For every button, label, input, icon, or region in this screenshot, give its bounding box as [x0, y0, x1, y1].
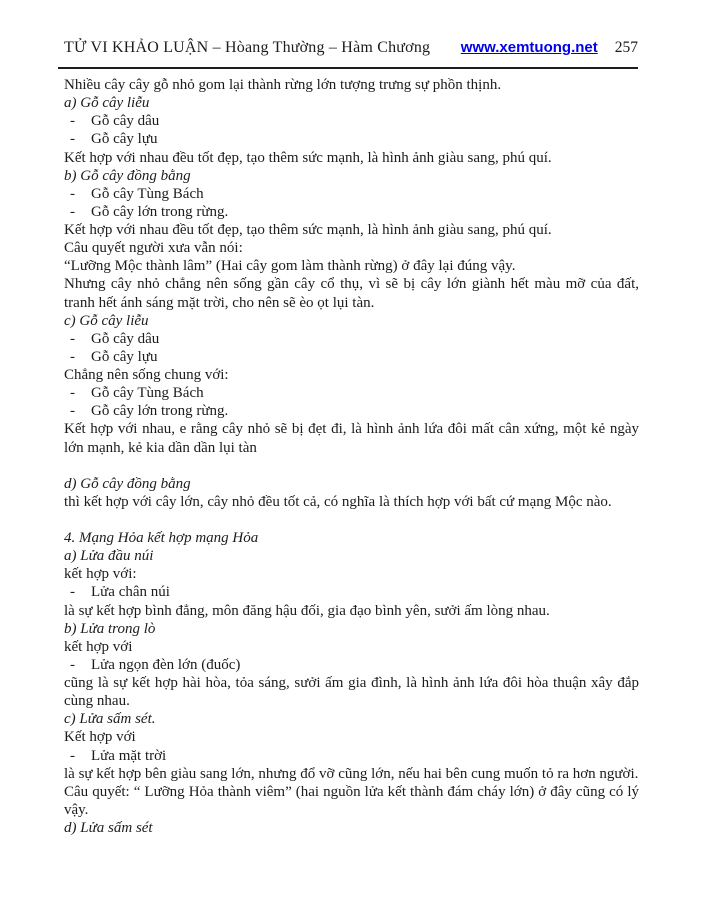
bullet-text: Lửa ngọn đèn lớn (đuốc) — [91, 656, 241, 673]
bullet-marker: - — [70, 584, 75, 601]
book-title: TỬ VI KHẢO LUẬN – Hòang Thường – Hàm Chương — [64, 39, 431, 56]
paragraph: cũng là sự kết hợp hài hòa, tỏa sáng, sưởi ấm gia đình, là hình ảnh lứa đôi hòa thuận xây đắp cùng nhau. — [64, 675, 639, 710]
bullet-text: Gỗ cây lựu — [91, 131, 158, 148]
bullet-item — [64, 348, 639, 366]
section-heading: c) Gỗ cây liễu — [64, 312, 149, 329]
bullet-item — [64, 583, 639, 601]
bullet-text: Lửa chân núi — [91, 584, 170, 601]
paragraph: Chẳng nên sống chung với: — [64, 367, 229, 383]
page-header — [64, 39, 638, 57]
bullet-item — [64, 402, 639, 420]
bullet-item — [64, 747, 639, 765]
bullet-text: Gỗ cây lớn trong rừng. — [91, 203, 229, 220]
bullet-marker: - — [70, 203, 75, 220]
section-heading: a) Gỗ cây liễu — [64, 95, 150, 112]
paragraph: kết hợp với: — [64, 566, 137, 583]
website-link[interactable]: www.xemtuong.net — [460, 39, 598, 56]
bullet-marker: - — [70, 747, 75, 764]
bullet-text: Gỗ cây Tùng Bách — [91, 385, 204, 402]
bullet-marker: - — [70, 113, 75, 130]
bullet-marker: - — [70, 348, 75, 365]
paragraph: Kết hợp với nhau đều tốt đẹp, tạo thêm sức mạnh, là hình ảnh giàu sang, phú quí. — [64, 149, 552, 166]
bullet-item — [64, 384, 639, 402]
section-heading: c) Lửa sấm sét. — [64, 711, 156, 728]
bullet-marker: - — [70, 656, 75, 673]
bullet-text: Gỗ cây lựu — [91, 348, 158, 365]
bullet-text: Gỗ cây dâu — [91, 113, 160, 130]
paragraph: Kết hợp với nhau đều tốt đẹp, tạo thêm sức mạnh, là hình ảnh giàu sang, phú quí. — [64, 222, 552, 238]
bullet-marker: - — [70, 131, 75, 148]
bullet-marker: - — [70, 185, 75, 202]
section-heading: d) Gỗ cây đồng bằng — [64, 475, 191, 492]
blank-line — [64, 511, 639, 529]
bullet-marker: - — [70, 403, 75, 420]
bullet-item — [64, 656, 639, 674]
section-heading: a) Lửa đầu núi — [64, 548, 154, 565]
bullet-text: Gỗ cây dâu — [91, 330, 160, 347]
page-number: 257 — [614, 39, 638, 56]
section-heading: 4. Mạng Hỏa kết hợp mạng Hỏa — [64, 530, 259, 547]
paragraph: Nhưng cây nhỏ chẳng nên sống gần cây cổ thụ, vì sẽ bị cây lớn giành hết màu mỡ của đất, tranh hết ánh sáng mặt trời, cho nên sẽ èo ọt lụi tàn. — [64, 276, 639, 311]
bullet-item — [64, 130, 639, 148]
paragraph: Câu quyết người xưa vẫn nói: — [64, 240, 243, 257]
bullet-item — [64, 185, 639, 203]
paragraph: Câu quyết: “ Lưỡng Hỏa thành viêm” (hai nguồn lửa kết thành đám cháy lớn) ở đây cũng có lý vậy. — [64, 783, 639, 818]
paragraph: là sự kết hợp bình đẳng, môn đăng hậu đối, gia đạo bình yên, sưởi ấm lòng nhau. — [64, 602, 550, 619]
paragraph: Nhiều cây cây gỗ nhỏ gom lại thành rừng lớn tượng trưng sự phồn thịnh. — [64, 77, 502, 93]
bullet-marker: - — [70, 330, 75, 347]
page-body — [64, 76, 639, 837]
blank-line — [64, 457, 639, 475]
section-heading: b) Lửa trong lò — [64, 620, 156, 637]
section-heading: b) Gỗ cây đồng bằng — [64, 167, 191, 184]
paragraph: “Lưỡng Mộc thành lâm” (Hai cây gom làm thành rừng) ở đây lại đúng vậy. — [64, 258, 516, 275]
bullet-item — [64, 330, 639, 348]
header-divider — [58, 67, 638, 69]
paragraph: Kết hợp với — [64, 729, 136, 746]
paragraph: thì kết hợp với cây lớn, cây nhỏ đều tốt cả, có nghĩa là thích hợp với bất cứ mạng Mộc nào. — [64, 493, 612, 510]
section-heading: d) Lửa sấm sét — [64, 820, 153, 837]
bullet-item — [64, 203, 639, 221]
paragraph: là sự kết hợp bên giàu sang lớn, nhưng đổ vỡ cũng lớn, nếu hai bên cung muốn tỏ ra hơn người. — [64, 765, 639, 782]
bullet-text: Gỗ cây Tùng Bách — [91, 185, 204, 202]
bullet-text: Lửa mặt trời — [91, 747, 167, 764]
paragraph: kết hợp với — [64, 638, 133, 655]
paragraph: Kết hợp với nhau, e rằng cây nhỏ sẽ bị đẹt đi, là hình ảnh lứa đôi mất cân xứng, một kẻ ngày lớn mạnh, kẻ kia dần dần lụi tàn — [64, 421, 639, 456]
bullet-item — [64, 112, 639, 130]
bullet-marker: - — [70, 385, 75, 402]
bullet-text: Gỗ cây lớn trong rừng. — [91, 403, 229, 420]
